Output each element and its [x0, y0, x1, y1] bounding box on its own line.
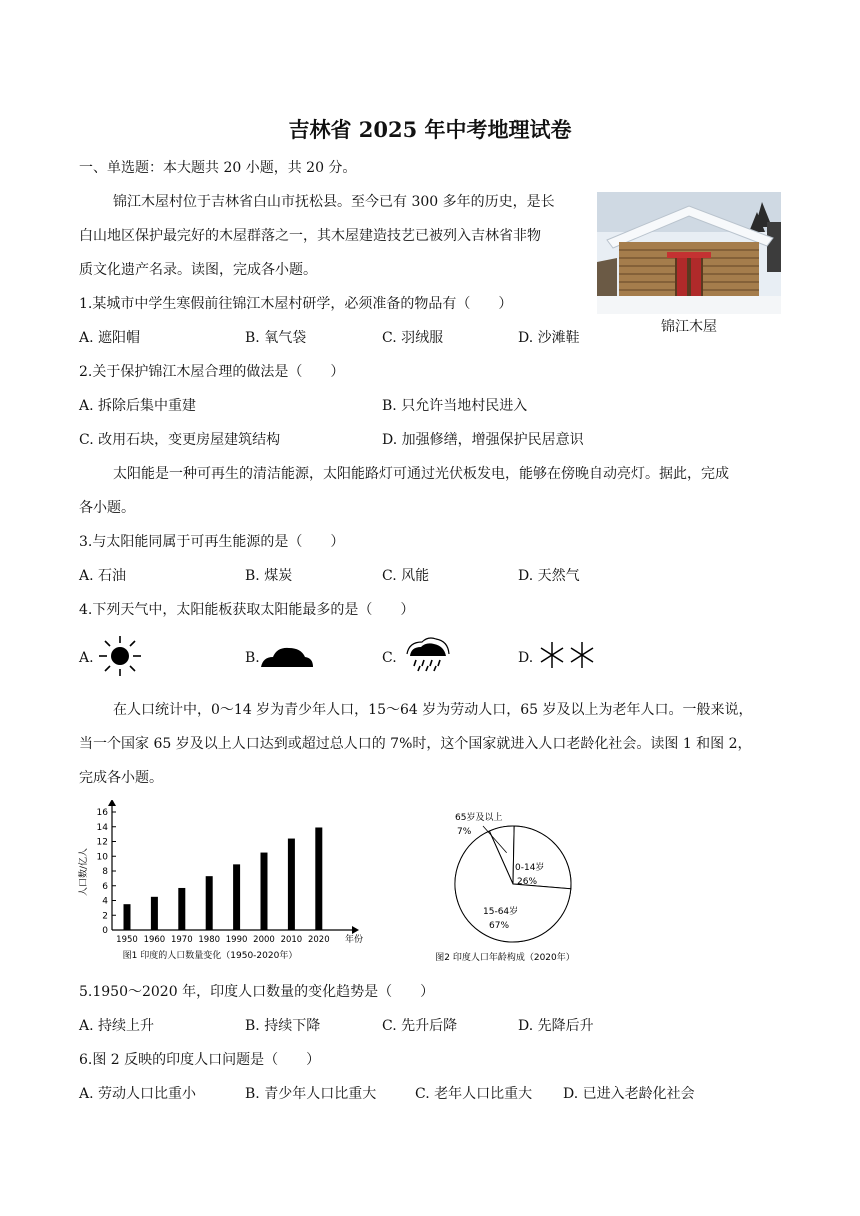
y-tick-label: 10	[96, 852, 108, 863]
exam-title: 吉林省 2025 年中考地理试卷	[288, 117, 572, 142]
q4-option-a[interactable]: A.	[79, 650, 94, 666]
q5-option-b[interactable]: B. 持续下降	[245, 1018, 321, 1034]
chart-1-title: 图1 印度的人口数量变化（1950-2020年）	[122, 951, 298, 961]
q4-option-c[interactable]: C.	[382, 650, 397, 666]
question-2-stem: 2.关于保护锦江木屋合理的做法是（ ）	[79, 364, 345, 380]
pie-value-label: 67%	[489, 921, 510, 931]
q1-option-b[interactable]: B. 氧气袋	[245, 330, 307, 346]
q6-option-d[interactable]: D. 已进入老龄化社会	[563, 1086, 695, 1102]
y-axis-label: 人口数/亿人	[79, 847, 89, 897]
x-tick-label: 2010	[280, 935, 303, 945]
x-tick-label: 1980	[198, 935, 221, 945]
y-tick-label: 14	[96, 822, 108, 833]
q1-option-c[interactable]: C. 羽绒服	[382, 330, 444, 346]
q6-option-c[interactable]: C. 老年人口比重大	[415, 1086, 533, 1102]
rain-icon	[402, 636, 454, 672]
q2-option-b[interactable]: B. 只允许当地村民进入	[382, 398, 528, 414]
q6-option-b[interactable]: B. 青少年人口比重大	[245, 1086, 377, 1102]
passage-3-line-2: 当一个国家 65 岁及以上人口达到或超过总人口的 7%时，这个国家就进入人口老龄化社会。读图 1 和图 2，	[79, 736, 752, 752]
q2-option-c[interactable]: C. 改用石块，变更房屋建筑结构	[79, 432, 281, 448]
bar	[151, 897, 158, 930]
q6-option-a[interactable]: A. 劳动人口比重小	[79, 1086, 197, 1102]
passage-2-line-1: 太阳能是一种可再生的清洁能源，太阳能路灯可通过光伏板发电，能够在傍晚自动亮灯。据此，完成	[113, 466, 729, 482]
pie-label: 0-14岁	[515, 863, 545, 873]
q1-option-d[interactable]: D. 沙滩鞋	[518, 330, 580, 346]
question-3-stem: 3.与太阳能同属于可再生能源的是（ ）	[79, 534, 345, 550]
y-tick-label: 4	[102, 896, 108, 907]
x-tick-label: 1950	[116, 935, 138, 945]
question-6-stem: 6.图 2 反映的印度人口问题是（ ）	[79, 1052, 321, 1068]
q1-option-a[interactable]: A. 遮阳帽	[79, 330, 141, 346]
x-tick-label: 1990	[225, 935, 248, 945]
wooden-house-photo	[597, 192, 781, 314]
question-5-stem: 5.1950～2020 年，印度人口数量的变化趋势是（ ）	[79, 984, 435, 1000]
overcast-icon	[259, 643, 315, 669]
x-tick-label: 1960	[143, 935, 166, 945]
pie-label: 15-64岁	[483, 907, 519, 917]
bar	[315, 827, 322, 930]
bar	[288, 839, 295, 930]
question-4-stem: 4.下列天气中，太阳能板获取太阳能最多的是（ ）	[79, 602, 415, 618]
q3-option-c[interactable]: C. 风能	[382, 568, 430, 584]
figure-1-bar-chart	[70, 800, 370, 970]
y-tick-label: 8	[102, 867, 108, 877]
x-axis-label: 年份	[344, 935, 364, 945]
bar	[206, 876, 213, 930]
q5-option-a[interactable]: A. 持续上升	[79, 1018, 155, 1034]
q2-option-d[interactable]: D. 加强修缮，增强保护民居意识	[382, 432, 584, 448]
passage-1-line-2: 白山地区保护最完好的木屋群落之一，其木屋建造技艺已被列入吉林省非物	[79, 228, 541, 244]
chart-2-title: 图2 印度人口年龄构成（2020年）	[435, 953, 575, 963]
passage-3-line-3: 完成各小题。	[79, 770, 163, 786]
x-tick-label: 2020	[307, 935, 330, 945]
bar	[261, 853, 268, 930]
x-tick-label: 1970	[170, 935, 193, 945]
sunny-icon	[96, 634, 144, 678]
pie-value-label: 7%	[457, 827, 472, 837]
bar	[233, 864, 240, 930]
x-tick-label: 2000	[253, 935, 275, 945]
q5-option-d[interactable]: D. 先降后升	[518, 1018, 594, 1034]
bar	[178, 888, 185, 930]
snow-icon	[537, 640, 599, 670]
passage-2-line-2: 各小题。	[79, 500, 135, 516]
q4-option-d[interactable]: D.	[518, 650, 534, 666]
q3-option-d[interactable]: D. 天然气	[518, 568, 580, 584]
y-tick-label: 12	[96, 837, 108, 848]
q5-option-c[interactable]: C. 先升后降	[382, 1018, 458, 1034]
bar	[124, 904, 131, 930]
y-tick-label: 2	[102, 911, 108, 922]
y-axis-arrow	[108, 800, 116, 806]
q3-option-a[interactable]: A. 石油	[79, 568, 127, 584]
q2-option-a[interactable]: A. 拆除后集中重建	[79, 398, 197, 414]
y-tick-label: 6	[102, 881, 108, 892]
y-tick-label: 0	[102, 926, 108, 936]
photo-caption: 锦江木屋	[661, 319, 717, 335]
passage-1-line-3: 质文化遗产名录。读图，完成各小题。	[79, 262, 317, 278]
section-heading: 一、单选题：本大题共 20 小题，共 20 分。	[79, 160, 357, 176]
passage-1-line-1: 锦江木屋村位于吉林省白山市抚松县。至今已有 300 多年的历史，是长	[113, 194, 555, 210]
pie-label: 65岁及以上	[455, 813, 503, 823]
figure-2-pie-chart	[405, 806, 605, 968]
y-tick-label: 16	[96, 808, 108, 818]
question-1-stem: 1.某城市中学生寒假前往锦江木屋村研学，必须准备的物品有（ ）	[79, 296, 513, 312]
q3-option-b[interactable]: B. 煤炭	[245, 568, 293, 584]
q4-option-b[interactable]: B.	[245, 650, 260, 666]
pie-value-label: 26%	[517, 877, 538, 887]
x-axis-arrow	[352, 926, 359, 934]
passage-3-line-1: 在人口统计中，0～14 岁为青少年人口，15～64 岁为劳动人口，65 岁及以上为老年人口。一般来说，	[113, 702, 753, 718]
